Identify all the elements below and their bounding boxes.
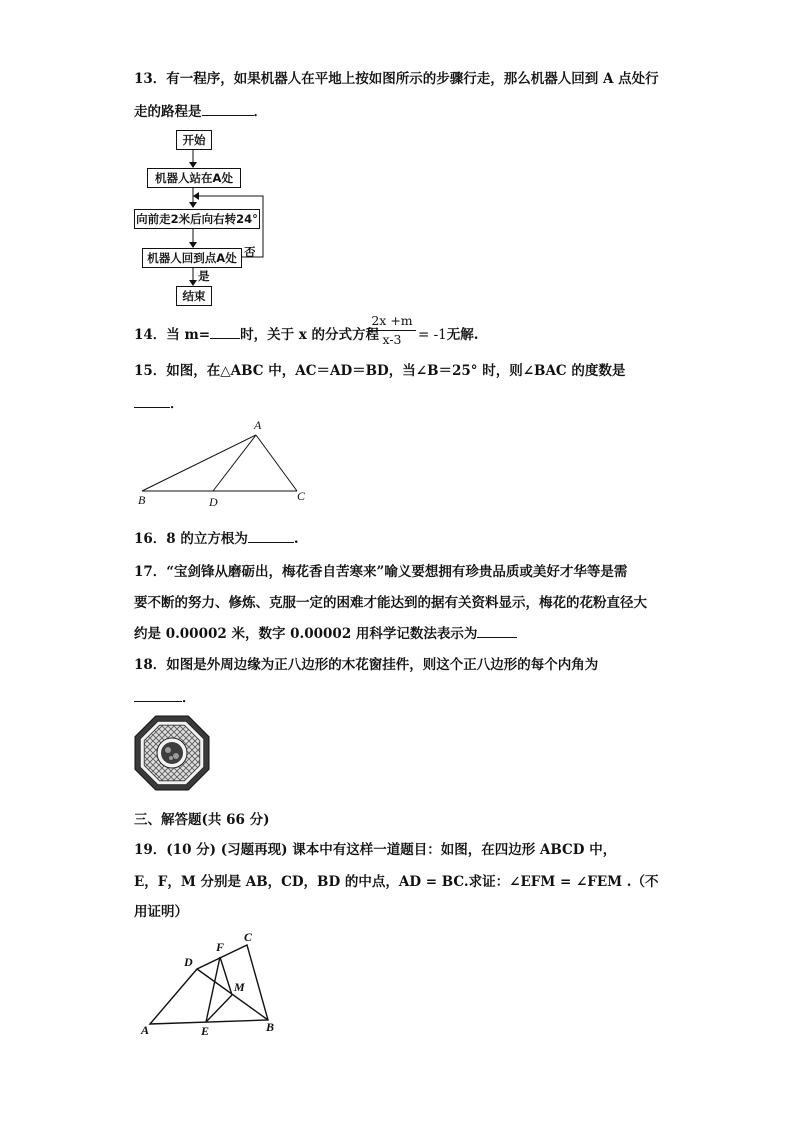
flow-no-label: 否 — [244, 245, 256, 259]
q14-numerator: 2x +m — [371, 313, 413, 328]
q19-line1: 19．(10 分) (习题再现) 课本中有这样一道题目：如图，在四边形 ABCD 中， — [134, 842, 617, 858]
q14-middle: 时，关于 x 的分式方程 — [240, 327, 380, 343]
point-label-f: F — [216, 940, 225, 954]
q15-line1: 15．如图，在△ABC 中，AC＝AD＝BD，当∠B＝25° 时，则∠BAC 的度数是 — [134, 363, 626, 379]
point-label-m: M — [234, 980, 245, 994]
q14-rhs: = -1 — [418, 327, 447, 343]
flow-yes-label: 是 — [198, 269, 210, 283]
q14-suffix: 无解. — [446, 327, 479, 343]
section-title: 三、解答题(共 66 分) — [134, 812, 270, 828]
q14-denominator: x-3 — [382, 332, 402, 347]
point-label-b: B — [266, 1020, 275, 1034]
q16-prefix: 16．8 的立方根为 — [134, 531, 248, 547]
q13-line2-prefix: 走的路程是 — [134, 104, 202, 120]
q18-line1: 18．如图是外周边缘为正八边形的木花窗挂件，则这个正八边形的每个内角为 — [134, 657, 599, 673]
point-label-d: D — [184, 955, 193, 969]
q15-line2-suffix: ． — [170, 396, 184, 412]
point-label-a: A — [254, 418, 262, 432]
q19-line3: 用证明） — [134, 904, 188, 920]
point-label-c: C — [297, 489, 306, 503]
q13-line1: 13．有一程序，如果机器人在平地上按如图所示的步骤行走，那么机器人回到 A 点处行 — [134, 71, 659, 87]
point-label-e: E — [201, 1024, 210, 1038]
q17-line1: 17．“宝剑锋从磨砺出，梅花香自苦寒来”喻义要想拥有珍贵品质或美好才华等是需 — [134, 564, 628, 580]
point-label-b: B — [138, 493, 146, 507]
point-label-a: A — [141, 1023, 150, 1037]
q16-suffix: . — [293, 531, 299, 547]
q17-line2: 要不断的努力、修炼、克服一定的困难才能达到的据有关资料显示，梅花的花粉直径大 — [134, 595, 647, 611]
flow-check: 机器人回到点A处 — [142, 248, 242, 268]
point-label-d: D — [209, 495, 218, 509]
point-label-c: C — [244, 930, 253, 944]
q17-line3-text: 约是 0.00002 米，数字 0.00002 用科学记数法表示为 — [134, 626, 478, 642]
q18-line2-suffix: ． — [182, 690, 196, 706]
flow-move: 向前走2米后向右转24° — [134, 209, 260, 229]
flow-start: 开始 — [176, 130, 212, 150]
flow-end: 结束 — [176, 286, 212, 306]
q14-prefix: 14．当 m= — [134, 327, 211, 343]
q13-line2-suffix: ． — [253, 104, 267, 120]
flow-stand: 机器人站在A处 — [147, 168, 241, 188]
q19-line2: E，F，M 分别是 AB，CD，BD 的中点，AD = BC.求证：∠EFM = ∠FEM .（不 — [134, 874, 659, 890]
